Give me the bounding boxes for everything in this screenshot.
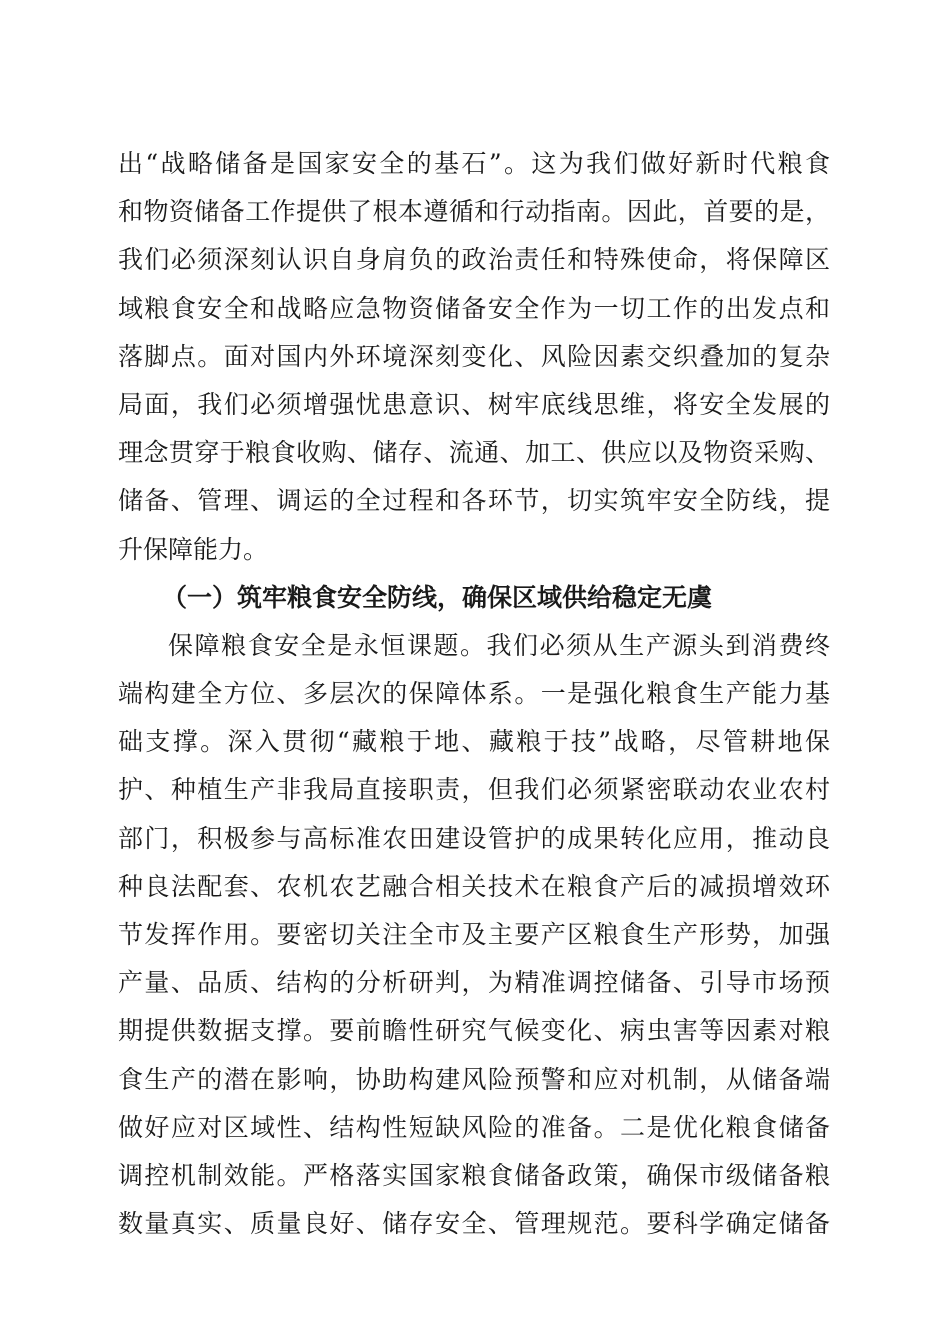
text-line: 节发挥作用。要密切关注全市及主要产区粮食生产形势，加强 xyxy=(118,920,830,949)
text-line: 域粮食安全和战略应急物资储备安全作为一切工作的出发点和 xyxy=(118,293,830,323)
paragraph-1 xyxy=(118,140,830,574)
document-body xyxy=(118,140,830,1248)
text-line: 础支撑。深入贯彻“藏粮于地、藏粮于技”战略，尽管耕地保 xyxy=(118,727,830,757)
text-line: 保障粮食安全是永恒课题。我们必须从生产源头到消费终 xyxy=(168,630,830,660)
text-line: 局面，我们必须增强忧患意识、树牢底线思维，将安全发展的 xyxy=(118,389,830,419)
text-line: 升保障能力。 xyxy=(118,534,269,564)
text-line: 落脚点。面对国内外环境深刻变化、风险因素交织叠加的复杂 xyxy=(118,341,830,371)
section-heading: （一）筑牢粮食安全防线，确保区域供给稳定无虞 xyxy=(162,582,713,612)
text-line: 储备、管理、调运的全过程和各环节，切实筑牢安全防线，提 xyxy=(118,486,830,516)
text-line: 我们必须深刻认识自身肩负的政治责任和特殊使命，将保障区 xyxy=(118,245,830,275)
text-line: 护、种植生产非我局直接职责，但我们必须紧密联动农业农村 xyxy=(118,775,830,805)
text-line: 种良法配套、农机农艺融合相关技术在粮食产后的减损增效环 xyxy=(118,871,830,901)
text-line: 出“战略储备是国家安全的基石”。这为我们做好新时代粮食 xyxy=(118,149,830,178)
text-line: 端构建全方位、多层次的保障体系。一是强化粮食生产能力基 xyxy=(118,679,830,709)
text-line: 部门，积极参与高标准农田建设管护的成果转化应用，推动良 xyxy=(118,823,830,853)
text-line: 理念贯穿于粮食收购、储存、流通、加工、供应以及物资采购、 xyxy=(118,438,830,468)
text-line: 数量真实、质量良好、储存安全、管理规范。要科学确定储备 xyxy=(118,1209,830,1239)
text-line: 和物资储备工作提供了根本遵循和行动指南。因此，首要的是， xyxy=(118,197,830,227)
text-line: 产量、品质、结构的分析研判，为精准调控储备、引导市场预 xyxy=(118,968,830,998)
text-line: 食生产的潜在影响，协助构建风险预警和应对机制，从储备端 xyxy=(118,1064,830,1094)
paragraph-2 xyxy=(118,622,830,1248)
text-line: 调控机制效能。严格落实国家粮食储备政策，确保市级储备粮 xyxy=(118,1160,830,1190)
text-line: 期提供数据支撑。要前瞻性研究气候变化、病虫害等因素对粮 xyxy=(118,1016,830,1046)
text-line: 做好应对区域性、结构性短缺风险的准备。二是优化粮食储备 xyxy=(118,1112,830,1142)
